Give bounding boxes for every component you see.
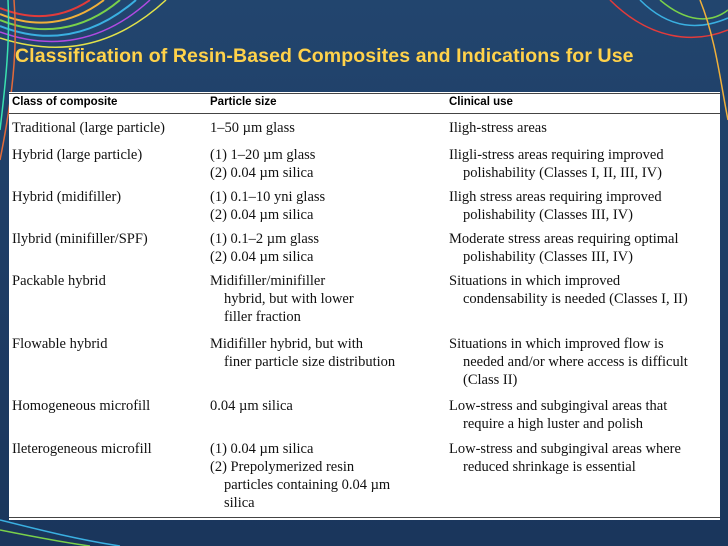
particle-size-cell — [210, 119, 295, 137]
particle-size-cell — [210, 335, 395, 371]
cell-line: Iligh stress areas requiring improved — [449, 189, 662, 205]
cell-line: Midifiller/minifiller — [210, 273, 326, 289]
particle-size-cell — [210, 146, 315, 182]
cell-line: (1) 1–20 µm glass — [210, 147, 316, 163]
composites-table — [9, 92, 720, 520]
cell-line: Iligli-stress areas requiring improved — [449, 147, 664, 163]
cell-line: Low-stress and subgingival areas where — [449, 441, 681, 457]
cell-line: 0.04 µm silica — [210, 398, 293, 414]
cell-line: Moderate stress areas requiring optimal — [449, 231, 679, 247]
class-of-composite-cell — [12, 272, 106, 290]
clinical-use-cell — [449, 146, 664, 182]
table-top-rule — [9, 93, 720, 94]
header-class-of-composite: Class of composite — [12, 96, 118, 108]
cell-line: polishability (Classes III, IV) — [463, 249, 633, 265]
cell-line: finer particle size distribution — [224, 354, 396, 370]
cell-line: Ilybrid (minifiller/SPF) — [12, 231, 148, 247]
class-of-composite-cell — [12, 230, 148, 248]
class-of-composite-cell — [12, 188, 121, 206]
class-of-composite-cell — [12, 119, 165, 137]
cell-line: (1) 0.04 µm silica — [210, 441, 314, 457]
cell-line: Hybrid (midifiller) — [12, 189, 122, 205]
class-of-composite-cell — [12, 335, 107, 353]
cell-line: (1) 0.1–2 µm glass — [210, 231, 320, 247]
particle-size-cell — [210, 272, 354, 326]
particle-size-cell — [210, 397, 293, 415]
cell-line: hybrid, but with lower — [224, 291, 354, 307]
cell-line: reduced shrinkage is essential — [463, 459, 636, 475]
cell-line: Hybrid (large particle) — [12, 147, 143, 163]
cell-line: Homogeneous microfill — [12, 398, 151, 414]
slide-title: Classification of Resin-Based Composites and Indications for Use — [15, 45, 634, 67]
cell-line: Ileterogeneous microfill — [12, 441, 152, 457]
cell-line: require a high luster and polish — [463, 416, 643, 432]
clinical-use-cell — [449, 335, 688, 389]
cell-line: (2) 0.04 µm silica — [210, 165, 314, 181]
cell-line: silica — [224, 495, 255, 511]
cell-line: (2) Prepolymerized resin — [210, 459, 355, 475]
class-of-composite-cell — [12, 440, 152, 458]
clinical-use-cell — [449, 440, 681, 476]
clinical-use-cell — [449, 272, 688, 308]
cell-line: (2) 0.04 µm silica — [210, 249, 314, 265]
cell-line: Packable hybrid — [12, 273, 106, 289]
clinical-use-cell — [449, 397, 667, 433]
cell-line: Traditional (large particle) — [12, 120, 166, 136]
cell-line: Iligh-stress areas — [449, 120, 547, 136]
cell-line: condensability is needed (Classes I, II) — [463, 291, 688, 307]
table-bottom-rule — [9, 517, 720, 518]
table-header-rule — [9, 113, 720, 114]
class-of-composite-cell — [12, 397, 150, 415]
clinical-use-cell — [449, 188, 662, 224]
cell-line: Low-stress and subgingival areas that — [449, 398, 668, 414]
cell-line: Flowable hybrid — [12, 336, 108, 352]
clinical-use-cell — [449, 230, 679, 266]
header-particle-size: Particle size — [210, 96, 277, 108]
cell-line: Situations in which improved flow is — [449, 336, 664, 352]
cell-line: polishability (Classes III, IV) — [463, 207, 633, 223]
particle-size-cell — [210, 230, 319, 266]
particle-size-cell — [210, 188, 325, 224]
cell-line: particles containing 0.04 µm — [224, 477, 391, 493]
cell-line: (1) 0.1–10 yni glass — [210, 189, 326, 205]
cell-line: (Class II) — [463, 372, 518, 388]
clinical-use-cell — [449, 119, 547, 137]
cell-line: 1–50 µm glass — [210, 120, 295, 136]
class-of-composite-cell — [12, 146, 142, 164]
header-clinical-use: Clinical use — [449, 96, 513, 108]
cell-line: filler fraction — [224, 309, 301, 325]
particle-size-cell — [210, 440, 390, 512]
cell-line: needed and/or where access is difficult — [463, 354, 688, 370]
cell-line: Situations in which improved — [449, 273, 621, 289]
cell-line: Midifiller hybrid, but with — [210, 336, 364, 352]
cell-line: polishability (Classes I, II, III, IV) — [463, 165, 662, 181]
cell-line: (2) 0.04 µm silica — [210, 207, 314, 223]
